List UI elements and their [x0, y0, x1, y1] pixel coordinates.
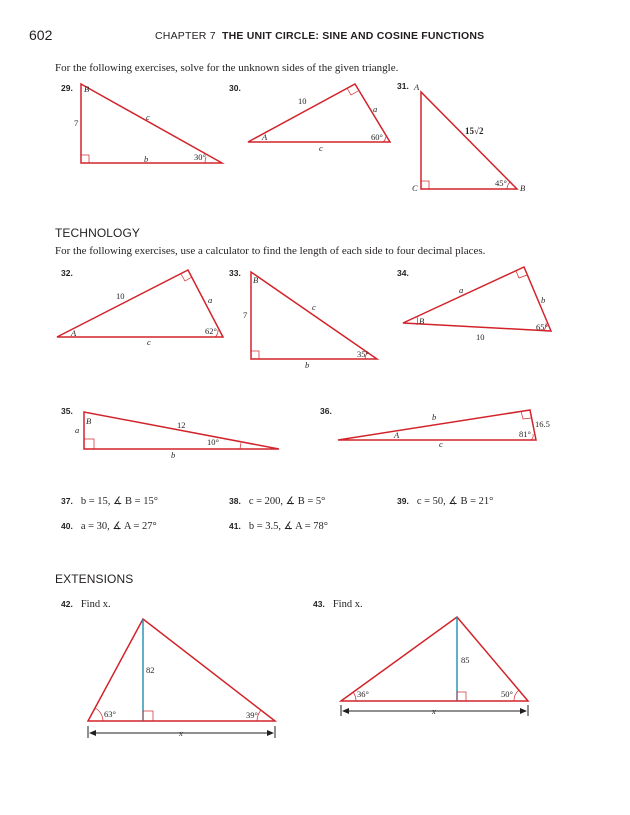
label-b: b: [305, 360, 310, 370]
angle-arc: [353, 692, 356, 701]
figure-43: [341, 617, 528, 716]
exercise-36-number: 36.: [320, 406, 332, 416]
label-hypotenuse: 15√2: [465, 126, 484, 136]
triangle-33: [243, 272, 377, 370]
label-angle-39: 39°: [246, 710, 258, 720]
exercise-40-number: 40.: [61, 521, 73, 531]
right-angle-marker: [457, 692, 466, 701]
triangle-34: [403, 267, 551, 342]
label-side-16-5: 16.5: [535, 419, 550, 429]
label-c: c: [439, 439, 443, 449]
right-angle-marker: [251, 351, 259, 359]
label-angle-45: 45°: [495, 178, 507, 188]
right-angle-marker: [421, 181, 429, 189]
label-height-82: 82: [146, 665, 155, 675]
exercise-33-number: 33.: [229, 268, 241, 278]
exercise-37-text: b = 15, ∡ B = 15°: [80, 496, 158, 507]
triangle-30-shape: [248, 84, 390, 142]
label-b: b: [541, 295, 546, 305]
figure-42: [88, 619, 275, 738]
label-angle-30: 30°: [194, 152, 206, 162]
label-x: x: [432, 706, 436, 716]
label-angle-10: 10°: [207, 437, 219, 447]
label-angle-36: 36°: [357, 689, 369, 699]
arrow-right-icon: [267, 730, 274, 736]
label-C: C: [412, 183, 418, 193]
triangle-36-shape: [338, 410, 536, 440]
page-number: 602: [29, 27, 53, 43]
arrow-left-icon: [342, 708, 349, 714]
arrow-right-icon: [520, 708, 527, 714]
label-b: b: [432, 412, 437, 422]
triangle-35: [75, 412, 279, 460]
exercise-41-text: b = 3.5, ∡ A = 78°: [248, 521, 328, 532]
triangle-36: [338, 410, 550, 449]
triangle-33-shape: [251, 272, 377, 359]
triangle-35-shape: [84, 412, 279, 449]
label-height-85: 85: [461, 655, 470, 665]
label-angle-50: 50°: [501, 689, 513, 699]
label-B: B: [520, 183, 526, 193]
instructions-technology: For the following exercises, use a calculator to find the length of each side to four decimal places.: [55, 245, 486, 257]
exercise-37-number: 37.: [61, 496, 73, 506]
triangle-32: [57, 270, 223, 347]
label-b: b: [144, 154, 149, 164]
label-a: a: [373, 104, 378, 114]
label-side-10: 10: [476, 332, 485, 342]
label-angle-60: 60°: [371, 132, 383, 142]
label-c: c: [146, 112, 150, 122]
exercise-43-number: 43.: [313, 599, 325, 609]
label-angle-35: 35°: [357, 349, 369, 359]
right-angle-marker: [81, 155, 89, 163]
label-A: A: [262, 132, 268, 142]
triangle-31-shape: [421, 92, 517, 189]
label-side-7: 7: [74, 118, 79, 128]
exercise-41-number: 41.: [229, 521, 241, 531]
exercise-32-number: 32.: [61, 268, 73, 278]
triangle-43-shape: [341, 617, 528, 701]
exercise-43-prompt: Find x.: [332, 599, 363, 610]
right-angle-marker: [143, 711, 153, 721]
label-c: c: [312, 302, 316, 312]
label-A: A: [71, 328, 77, 338]
angle-arc: [417, 317, 418, 325]
right-angle-marker: [521, 411, 531, 419]
label-a: a: [459, 285, 464, 295]
angle-arc: [240, 443, 241, 449]
label-b: b: [171, 450, 176, 460]
exercise-38-number: 38.: [229, 496, 241, 506]
exercise-42-number: 42.: [61, 599, 73, 609]
instructions-solve: For the following exercises, solve for the unknown sides of the given triangle.: [55, 62, 399, 74]
triangle-30: [248, 84, 390, 153]
label-c: c: [147, 337, 151, 347]
exercise-35-number: 35.: [61, 406, 73, 416]
label-A: A: [414, 82, 420, 92]
label-angle-65: 65°: [536, 322, 548, 332]
label-B: B: [84, 84, 90, 94]
triangle-29: [74, 84, 222, 164]
label-x: x: [179, 728, 183, 738]
label-B: B: [419, 316, 425, 326]
exercise-34-number: 34.: [397, 268, 409, 278]
exercise-39-number: 39.: [397, 496, 409, 506]
exercise-38-text: c = 200, ∡ B = 5°: [248, 496, 326, 507]
label-B: B: [86, 416, 92, 426]
label-side-10: 10: [116, 291, 125, 301]
arrow-left-icon: [89, 730, 96, 736]
label-angle-81: 81°: [519, 429, 531, 439]
label-angle-63: 63°: [104, 709, 116, 719]
technology-heading: TECHNOLOGY: [55, 226, 141, 240]
exercise-31-number: 31.: [397, 81, 409, 91]
exercise-30-number: 30.: [229, 83, 241, 93]
angle-arc: [95, 708, 103, 721]
exercise-42-prompt: Find x.: [80, 599, 111, 610]
exercise-40-text: a = 30, ∡ A = 27°: [80, 521, 157, 532]
right-angle-marker: [347, 88, 358, 95]
extensions-heading: EXTENSIONS: [55, 572, 134, 586]
label-side-10: 10: [298, 96, 307, 106]
label-angle-62: 62°: [205, 326, 217, 336]
angle-arc: [531, 434, 533, 440]
angle-arc: [507, 182, 510, 189]
exercise-29-number: 29.: [61, 83, 73, 93]
label-a: a: [208, 295, 213, 305]
right-angle-marker: [84, 439, 94, 449]
label-c: c: [319, 143, 323, 153]
label-side-7: 7: [243, 310, 248, 320]
label-a: a: [75, 425, 80, 435]
exercise-39-text: c = 50, ∡ B = 21°: [416, 496, 494, 507]
triangle-34-shape: [403, 267, 551, 331]
label-side-12: 12: [177, 420, 186, 430]
triangle-42-shape: [88, 619, 275, 721]
chapter-label: CHAPTER 7: [155, 30, 216, 42]
angle-arc: [514, 690, 519, 701]
triangle-32-shape: [57, 270, 223, 337]
label-A: A: [394, 430, 400, 440]
label-B: B: [253, 275, 259, 285]
triangle-31: [412, 82, 525, 193]
chapter-title: THE UNIT CIRCLE: SINE AND COSINE FUNCTIONS: [221, 30, 485, 42]
